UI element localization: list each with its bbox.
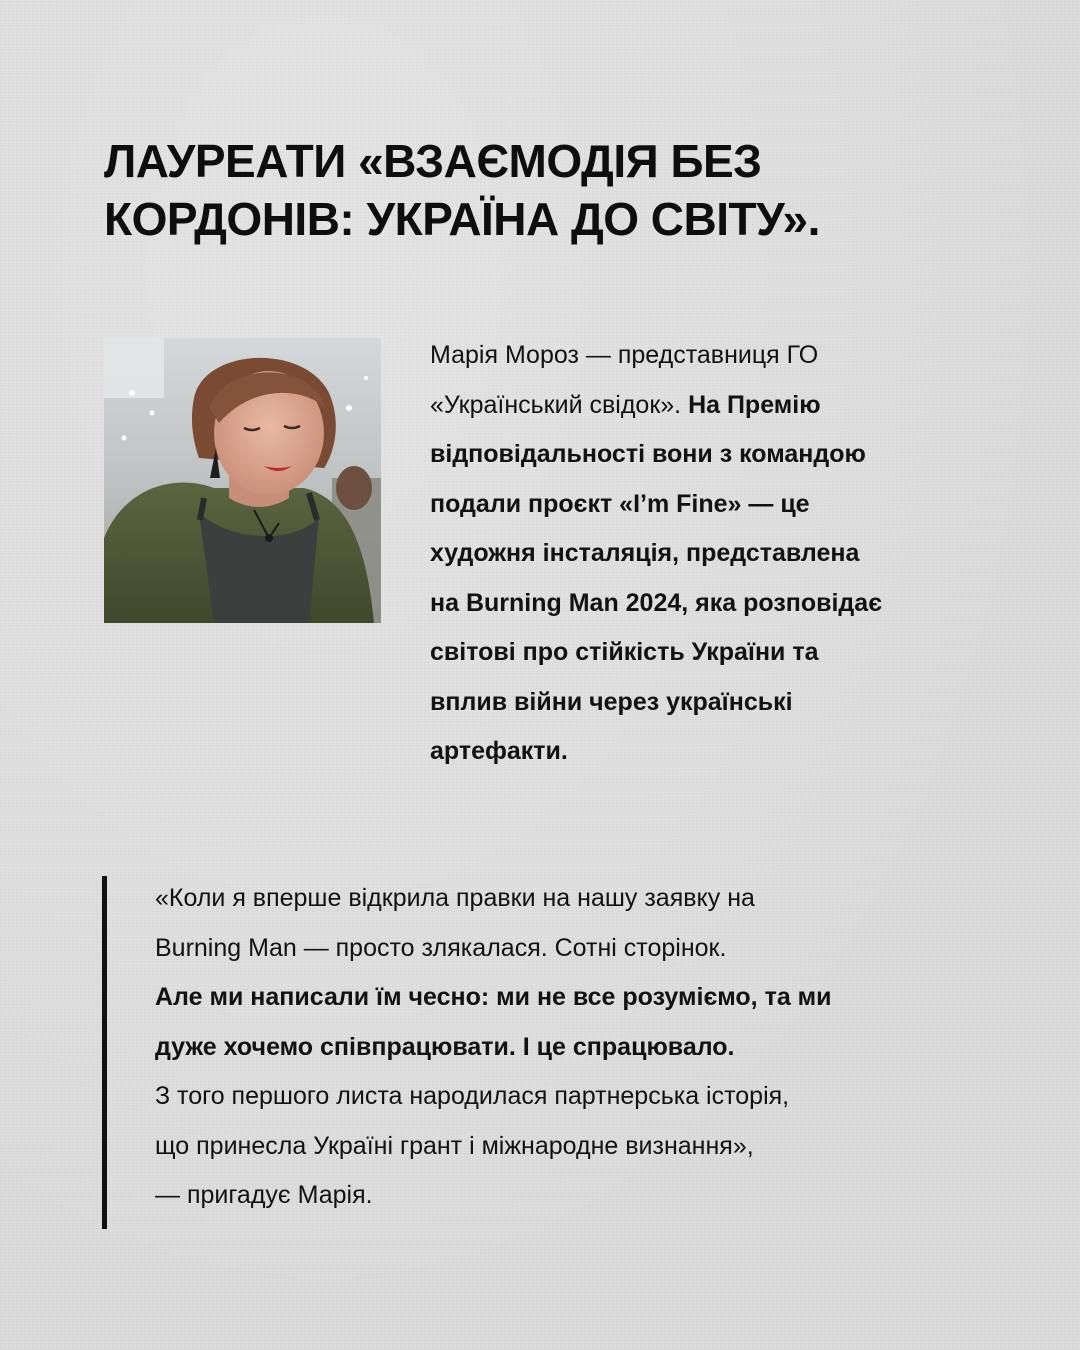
bio-line	[430, 579, 1030, 629]
title-line-2: КОРДОНІВ: УКРАЇНА ДО СВІТУ».	[104, 193, 820, 245]
quote-line: «Коли я вперше відкрила правки на нашу заявку на	[155, 884, 755, 912]
bio-line	[430, 331, 1030, 381]
bio-text: Марія Мороз — представниця ГО	[430, 341, 819, 369]
page-title	[104, 132, 1004, 248]
quote-line: Burning Man — просто злякалася. Сотні сторінок.	[155, 933, 727, 962]
bio-text-bold: подали проєкт «I’m Fine» — це	[430, 489, 810, 518]
bio-line	[430, 430, 1030, 480]
quote-line: З того першого листа народилася партнерська історія,	[155, 1082, 790, 1110]
bio-text-bold: На Премію	[688, 390, 821, 419]
bio-text: «Український свідок».	[430, 390, 689, 419]
bio-line	[430, 480, 1030, 530]
quote-line: що принесла Україні грант і міжнародне визнання»,	[155, 1131, 754, 1160]
bio-line	[430, 628, 1030, 678]
quote-line: — пригадує Марія.	[155, 1181, 373, 1209]
quote-block	[155, 874, 1035, 1221]
quote-line-bold: дуже хочемо співпрацювати. І це спрацювало.	[155, 1032, 735, 1061]
bio-paragraph	[430, 331, 1030, 777]
title-line-1: ЛАУРЕАТИ «ВЗАЄМОДІЯ БЕЗ	[104, 135, 762, 187]
bio-line	[430, 529, 1030, 579]
bio-text-bold: художня інсталяція, представлена	[430, 539, 860, 567]
bio-text-bold: світові про стійкість України та	[430, 638, 819, 666]
bio-text-bold: відповідальності вони з командою	[430, 440, 866, 468]
bio-text-bold: на Burning Man 2024, яка розповідає	[430, 588, 883, 617]
quote-line-bold: Але ми написали їм чесно: ми не все розуміємо, та ми	[155, 983, 832, 1011]
bio-line	[430, 381, 1030, 431]
bio-line	[430, 678, 1030, 728]
bio-line	[430, 727, 1030, 777]
portrait-photo	[104, 338, 381, 623]
bio-text-bold: вплив війни через українські	[430, 687, 793, 716]
quote-rule	[102, 876, 107, 1229]
portrait-illustration	[104, 338, 381, 623]
bio-text-bold: артефакти.	[430, 737, 568, 765]
